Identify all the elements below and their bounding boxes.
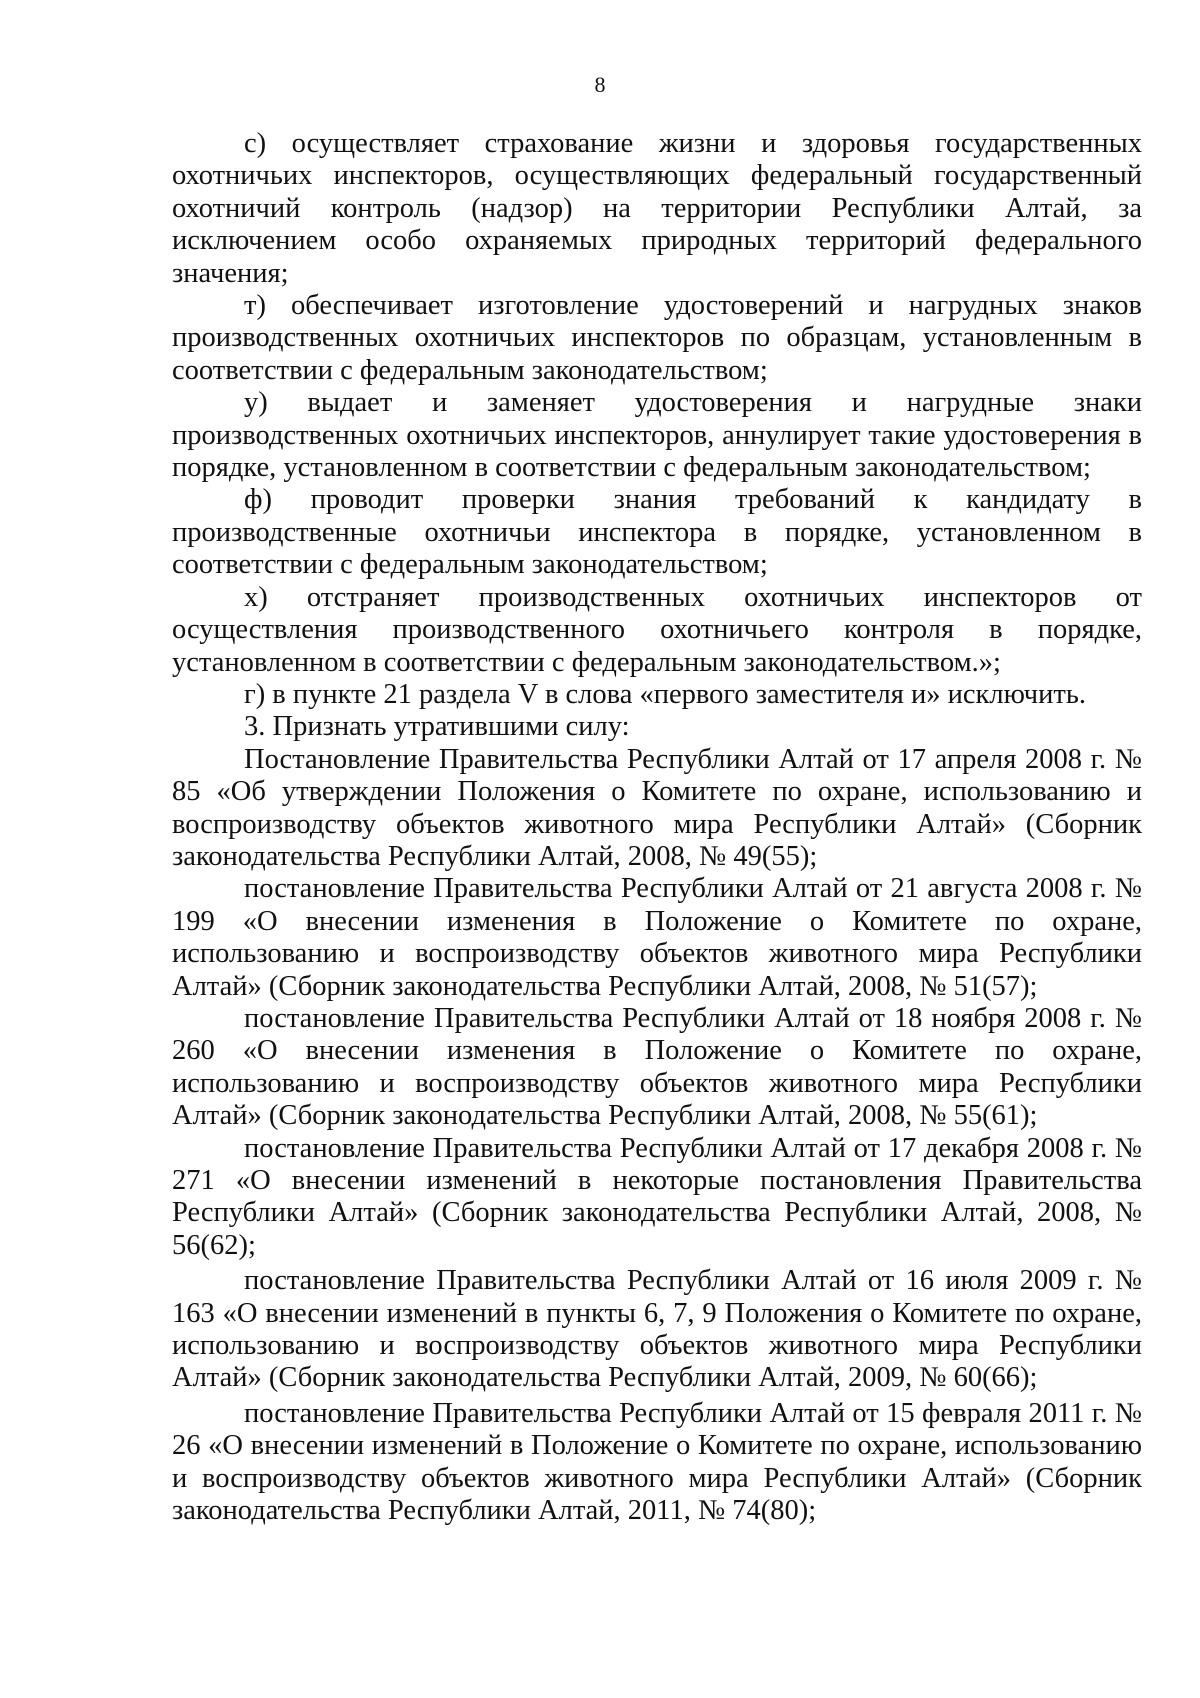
paragraph-repealed-act-1: Постановление Правительства Республики Алтай от 17 апреля 2008 г. № 85 «Об утверждении Положения о Комитете по охране, использованию и воспроизводству объектов животного мира Республики Алтай» (Сборник законодательства Республики Алтай, 2008, № 49(55); bbox=[172, 743, 1142, 872]
paragraph-repealed-act-6: постановление Правительства Республики Алтай от 15 февраля 2011 г. № 26 «О внесении изменений в Положение о Комитете по охране, использованию и воспроизводству объектов животного мира Республики Алтай» (Сборник законодательства Республики Алтай, 2011, № 74(80); bbox=[172, 1397, 1142, 1527]
paragraph-repealed-act-3: постановление Правительства Республики Алтай от 18 ноября 2008 г. № 260 «О внесении изменения в Положение о Комитете по охране, использованию и воспроизводству объектов животного мира Республики Алтай» (Сборник законодательства Республики Алтай, 2008, № 55(61); bbox=[172, 1002, 1142, 1132]
paragraph-item-g: г) в пункте 21 раздела V в слова «первого заместителя и» исключить. bbox=[244, 678, 1086, 710]
paragraph-repealed-act-5: постановление Правительства Республики Алтай от 16 июля 2009 г. № 163 «О внесении изменений в пункты 6, 7, 9 Положения о Комитете по охране, использованию и воспроизводству объектов животного мира Республики Алтай» (Сборник законодательства Республики Алтай, 2009, № 60(66); bbox=[172, 1265, 1142, 1394]
paragraph-item-s: с) осуществляет страхование жизни и здоровья государственных охотничьих инспекторов, осуществляющих федеральный государственный охотничий контроль (надзор) на территории Республики Алтай, за исключением особо охраняемых природных территорий федерального значения; bbox=[172, 128, 1142, 289]
paragraph-repealed-act-4: постановление Правительства Республики Алтай от 17 декабря 2008 г. № 271 «О внесении изменений в некоторые постановления Правительства Республики Алтай» (Сборник законодательства Республики Алтай, 2008, № 56(62); bbox=[172, 1132, 1142, 1261]
paragraph-item-u: у) выдает и заменяет удостоверения и нагрудные знаки производственных охотничьих инспекторов, аннулирует такие удостоверения в порядке, установленном в соответствии с федеральным законодательством; bbox=[172, 387, 1142, 484]
paragraph-item-kh: х) отстраняет производственных охотничьих инспекторов от осуществления производственного охотничьего контроля в порядке, установленном в соответствии с федеральным законодательством.»; bbox=[172, 581, 1142, 678]
paragraph-item-t: т) обеспечивает изготовление удостоверений и нагрудных знаков производственных охотничьих инспекторов по образцам, установленным в соответствии с федеральным законодательством; bbox=[172, 290, 1142, 386]
page-number: 8 bbox=[594, 72, 606, 97]
paragraph-item-f: ф) проводит проверки знания требований к кандидату в производственные охотничьи инспектора в порядке, установленном в соответствии с федеральным законодательством; bbox=[172, 484, 1142, 581]
paragraph-repealed-act-2: постановление Правительства Республики Алтай от 21 августа 2008 г. № 199 «О внесении изменения в Положение о Комитете по охране, использованию и воспроизводству объектов животного мира Республики Алтай» (Сборник законодательства Республики Алтай, 2008, № 51(57); bbox=[172, 873, 1142, 1002]
paragraph-clause-3: 3. Признать утратившими силу: bbox=[244, 711, 630, 743]
document-body bbox=[172, 128, 1142, 1527]
